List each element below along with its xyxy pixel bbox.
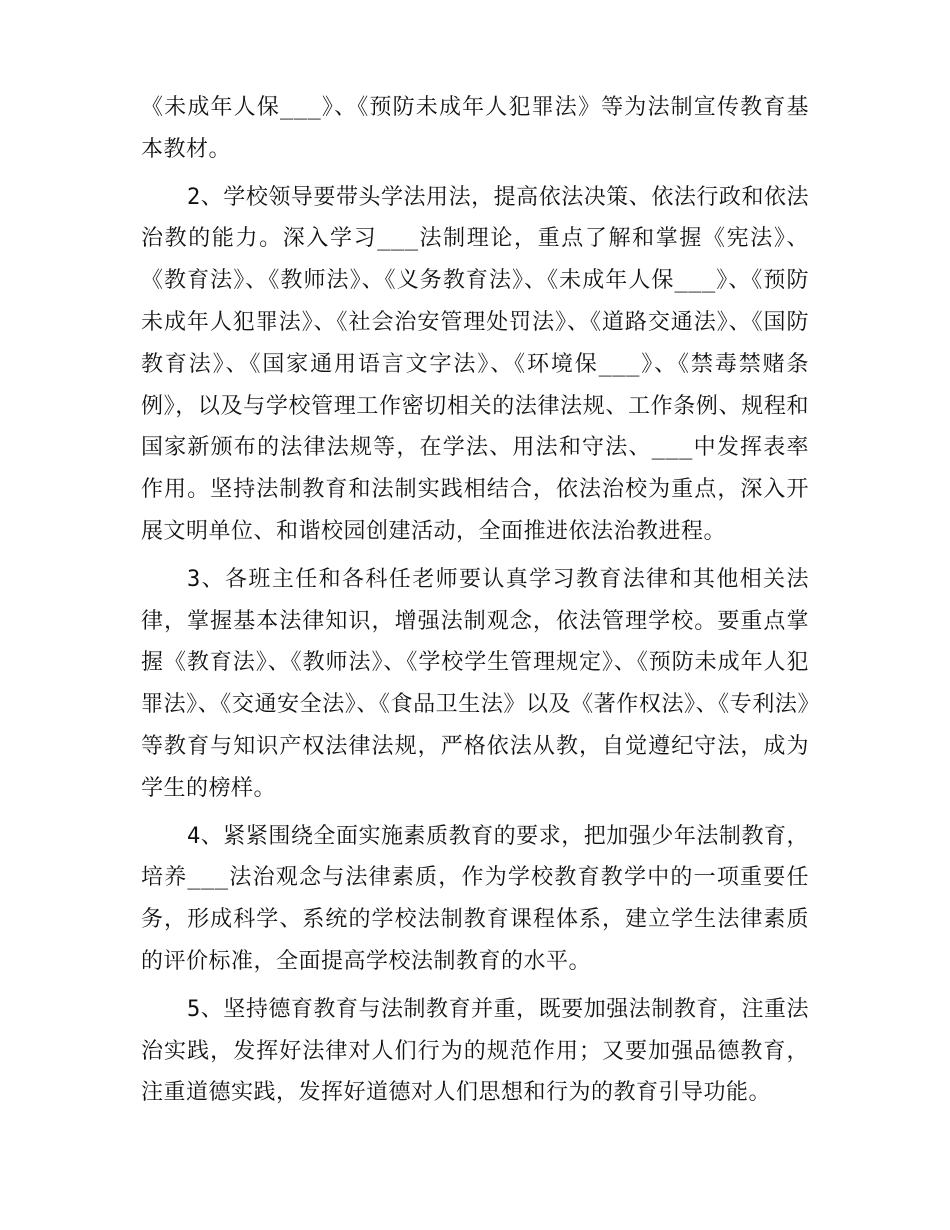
paragraph-continued: 《未成年人保___》、《预防未成年人犯罪法》等为法制宣传教育基本教材。 (141, 95, 809, 162)
paragraph-item-3: 3、各班主任和各科任老师要认真学习教育法律和其他相关法律，掌握基本法律知识，增强法制观念，依法管理学校。要重点掌握《教育法》、《教师法》、《学校学生管理规定》、《预防未成年人犯罪法》、《交通安全法》、《食品卫生法》以及《著作权法》、《专利法》等教育与知识产权法律法规，严格依法从教，自觉遵纪守法，成为学生的榜样。 (141, 566, 809, 801)
document-page (141, 87, 809, 1114)
paragraph-item-2: 2、学校领导要带头学法用法，提高依法决策、依法行政和依法治教的能力。深入学习___法制理论，重点了解和掌握《宪法》、《教育法》、《教师法》、《义务教育法》、《未成年人保___》、《预防未成年人犯罪法》、《社会治安管理处罚法》、《道路交通法》、《国防教育法》、《国家通用语言文字法》、《环境保___》、《禁毒禁赌条例》，以及与学校管理工作密切相关的法律法规、工作条例、规程和国家新颁布的法律法规等，在学法、用法和守法、___中发挥表率作用。坚持法制教育和法制实践相结合，依法治校为重点，深入开展文明单位、和谐校园创建活动，全面推进依法治教进程。 (141, 184, 809, 544)
paragraph-item-5: 5、坚持德育教育与法制教育并重，既要加强法制教育，注重法治实践，发挥好法律对人们行为的规范作用；又要加强品德教育，注重道德实践，发挥好道德对人们思想和行为的教育引导功能。 (141, 996, 809, 1106)
paragraph-item-4: 4、紧紧围绕全面实施素质教育的要求，把加强少年法制教育，培养___法治观念与法律素质，作为学校教育教学中的一项重要任务，形成科学、系统的学校法制教育课程体系，建立学生法律素质的评价标准，全面提高学校法制教育的水平。 (141, 823, 809, 974)
